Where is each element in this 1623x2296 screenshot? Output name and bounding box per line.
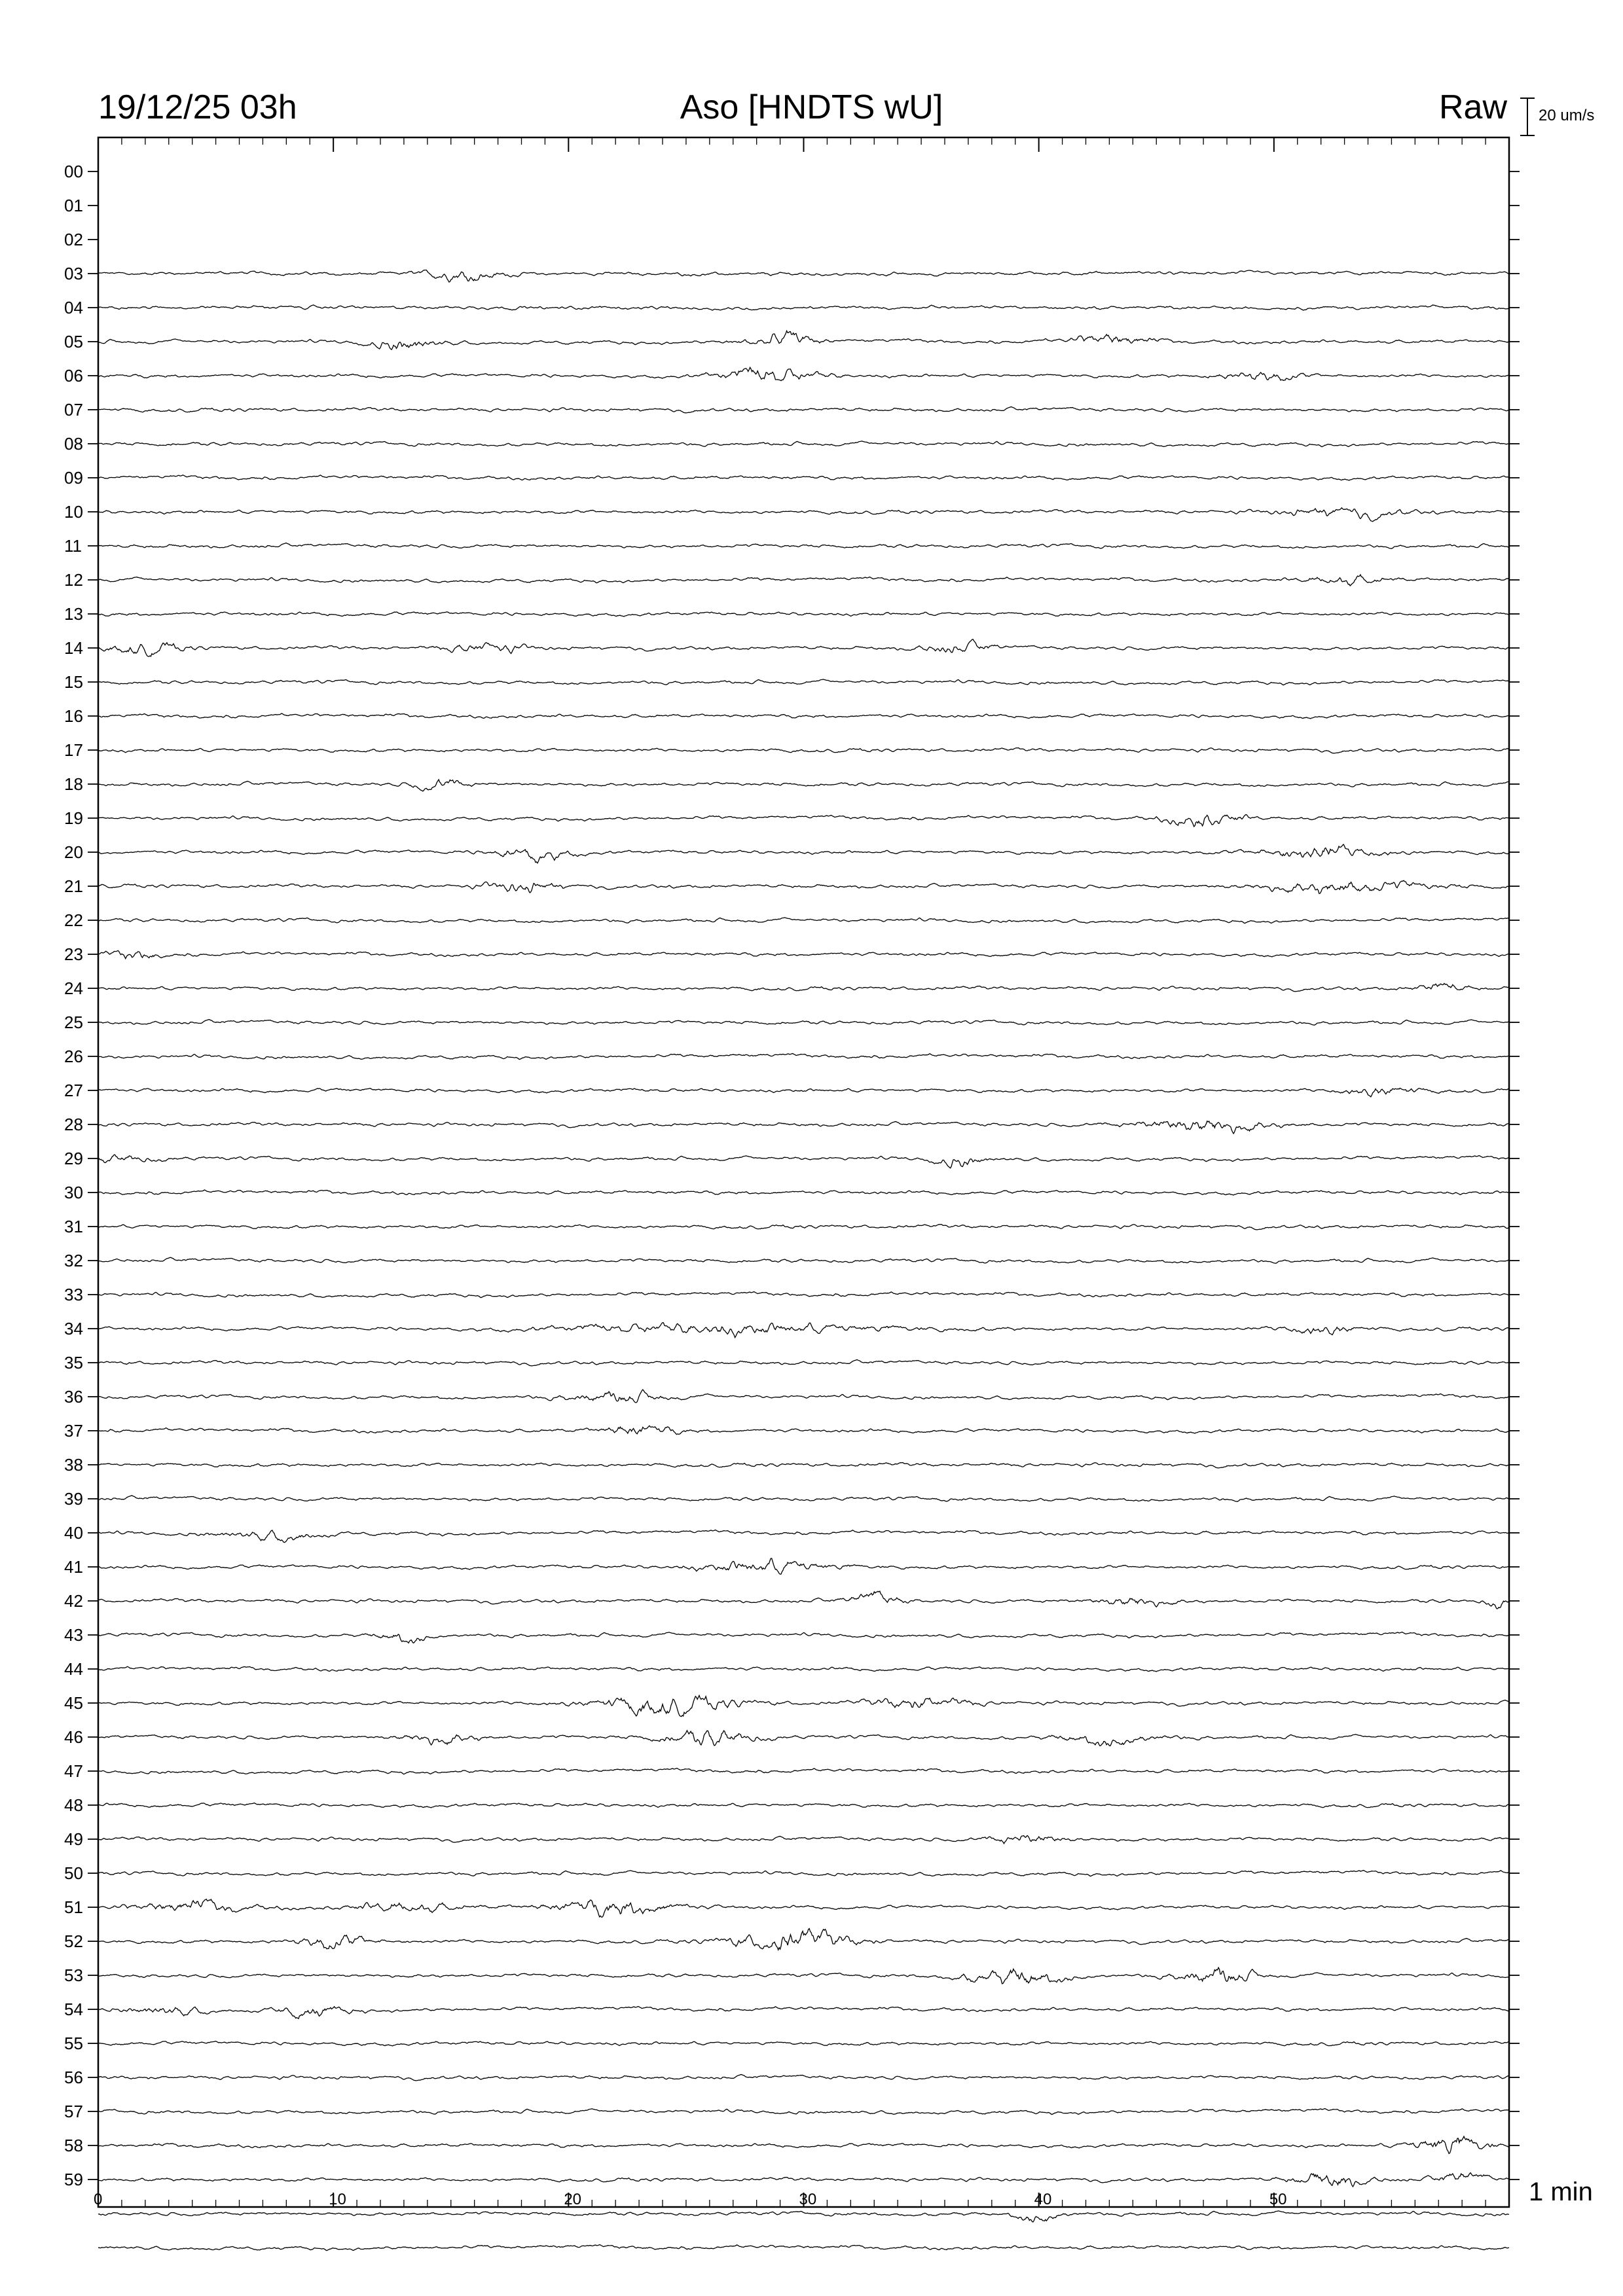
trace-row — [98, 639, 1509, 656]
row-label: 24 — [64, 978, 83, 998]
trace-row — [98, 2109, 1509, 2115]
trace-row — [98, 1360, 1509, 1366]
row-label: 54 — [64, 2000, 83, 2019]
row-label: 52 — [64, 1931, 83, 1951]
trace-row — [98, 1155, 1509, 1168]
trace-row — [98, 1731, 1509, 1746]
trace-row — [98, 1768, 1509, 1774]
row-label: 05 — [64, 332, 83, 351]
row-label: 45 — [64, 1693, 83, 1713]
trace-row — [98, 1967, 1509, 1984]
row-label: 47 — [64, 1761, 83, 1781]
trace-row — [98, 1054, 1509, 1060]
trace-row — [98, 1390, 1509, 1403]
row-label: 14 — [64, 638, 83, 658]
row-label: 00 — [64, 162, 83, 181]
trace-row — [98, 918, 1509, 924]
row-labels — [64, 162, 1520, 2189]
trace-row — [98, 2173, 1509, 2187]
row-label: 11 — [64, 536, 82, 556]
row-label: 22 — [64, 910, 83, 930]
trace-row — [98, 984, 1509, 992]
row-label: 49 — [64, 1829, 83, 1849]
row-label: 09 — [64, 468, 83, 488]
row-label: 02 — [64, 230, 83, 249]
row-label: 30 — [64, 1183, 83, 1202]
x-tick-label: 40 — [1034, 2191, 1052, 2208]
row-label: 48 — [64, 1795, 83, 1815]
row-label: 10 — [64, 502, 83, 522]
row-label: 21 — [64, 876, 83, 896]
trace-row — [98, 1257, 1509, 1263]
row-label: 35 — [64, 1353, 83, 1372]
row-label: 03 — [64, 264, 83, 283]
trace-row — [98, 508, 1509, 522]
trace-row — [98, 1190, 1509, 1195]
mode-label: Raw — [1438, 88, 1507, 126]
trace-row — [98, 1803, 1509, 1808]
row-label: 57 — [64, 2102, 83, 2121]
row-label: 59 — [64, 2170, 83, 2189]
row-label: 43 — [64, 1625, 83, 1645]
trace-row — [98, 1530, 1509, 1543]
x-tick-labels — [94, 2191, 1287, 2208]
row-label: 18 — [64, 774, 83, 794]
trace-row — [98, 1666, 1509, 1672]
row-label: 12 — [64, 570, 83, 590]
trace-row — [98, 815, 1509, 827]
row-label: 39 — [64, 1489, 83, 1509]
trace-row — [98, 1463, 1509, 1468]
trace-row — [98, 950, 1509, 958]
row-label: 17 — [64, 740, 83, 760]
trace-row — [98, 1899, 1509, 1917]
trace-row — [98, 575, 1509, 586]
row-label: 46 — [64, 1727, 83, 1747]
trace-row — [98, 1426, 1509, 1434]
trace-row — [98, 1323, 1509, 1338]
x-tick-label: 0 — [94, 2191, 103, 2208]
trace-row — [98, 2007, 1509, 2019]
x-tick-label: 50 — [1269, 2191, 1287, 2208]
row-label: 15 — [64, 672, 83, 692]
trace-row — [98, 1929, 1509, 1950]
row-label: 08 — [64, 434, 83, 454]
trace-row — [98, 305, 1509, 310]
row-label: 06 — [64, 366, 83, 386]
row-label: 26 — [64, 1047, 83, 1066]
trace-row — [98, 780, 1509, 791]
row-label: 23 — [64, 944, 83, 964]
trace-row — [98, 844, 1509, 863]
row-label: 01 — [64, 196, 83, 215]
row-label: 38 — [64, 1455, 83, 1475]
row-label: 27 — [64, 1081, 83, 1100]
trace-row — [98, 2245, 1509, 2251]
row-label: 37 — [64, 1421, 83, 1441]
row-label: 29 — [64, 1149, 83, 1168]
row-label: 33 — [64, 1285, 83, 1304]
trace-row — [98, 1836, 1509, 1844]
row-label: 07 — [64, 400, 83, 420]
frame-rect — [98, 137, 1509, 2207]
trace-row — [98, 1088, 1509, 1097]
row-label: 04 — [64, 298, 83, 317]
trace-row — [98, 1496, 1509, 1501]
trace-row — [98, 713, 1509, 719]
amplitude-scale-label: 20 um/s — [1539, 107, 1595, 124]
trace-row — [98, 407, 1509, 413]
trace-row — [98, 2211, 1509, 2222]
trace-row — [98, 679, 1509, 685]
row-label: 34 — [64, 1319, 83, 1338]
date-hour-label: 19/12/25 03h — [98, 88, 297, 126]
trace-row — [98, 543, 1509, 549]
trace-row — [98, 880, 1509, 893]
row-label: 31 — [64, 1217, 83, 1236]
row-label: 56 — [64, 2068, 83, 2087]
row-label: 20 — [64, 842, 83, 862]
trace-row — [98, 2041, 1509, 2046]
trace-row — [98, 1695, 1509, 1716]
trace-row — [98, 1121, 1509, 1134]
trace-row — [98, 331, 1509, 350]
trace-row — [98, 367, 1509, 380]
trace-row — [98, 270, 1509, 282]
row-label: 36 — [64, 1387, 83, 1407]
seismic-traces — [98, 270, 1509, 2251]
x-axis-label: 1 min — [1529, 2178, 1593, 2206]
row-label: 55 — [64, 2034, 83, 2053]
trace-row — [98, 2136, 1509, 2153]
trace-row — [98, 1871, 1509, 1876]
trace-row — [98, 2075, 1509, 2081]
row-label: 53 — [64, 1965, 83, 1985]
trace-row — [98, 1020, 1509, 1026]
trace-row — [98, 748, 1509, 753]
trace-row — [98, 475, 1509, 480]
x-tick-label: 20 — [564, 2191, 582, 2208]
row-label: 44 — [64, 1659, 83, 1679]
row-label: 13 — [64, 604, 83, 624]
row-label: 42 — [64, 1591, 83, 1611]
row-label: 58 — [64, 2136, 83, 2155]
row-label: 28 — [64, 1115, 83, 1134]
row-label: 41 — [64, 1557, 83, 1577]
x-tick-label: 30 — [799, 2191, 817, 2208]
trace-row — [98, 1225, 1509, 1230]
trace-row — [98, 1591, 1509, 1609]
x-tick-label: 10 — [329, 2191, 346, 2208]
row-label: 40 — [64, 1523, 83, 1543]
row-label: 19 — [64, 808, 83, 828]
trace-row — [98, 1632, 1509, 1643]
time-ticks — [98, 137, 1509, 2207]
trace-row — [98, 441, 1509, 447]
station-title: Aso [HNDTS wU] — [680, 88, 943, 126]
row-label: 16 — [64, 706, 83, 726]
amplitude-scale-bar — [1520, 98, 1535, 135]
row-label: 51 — [64, 1897, 83, 1917]
row-label: 25 — [64, 1013, 83, 1032]
trace-row — [98, 1292, 1509, 1298]
row-label: 50 — [64, 1863, 83, 1883]
trace-row — [98, 612, 1509, 617]
row-label: 32 — [64, 1251, 83, 1270]
trace-row — [98, 1558, 1509, 1574]
plot-frame — [98, 137, 1509, 2207]
